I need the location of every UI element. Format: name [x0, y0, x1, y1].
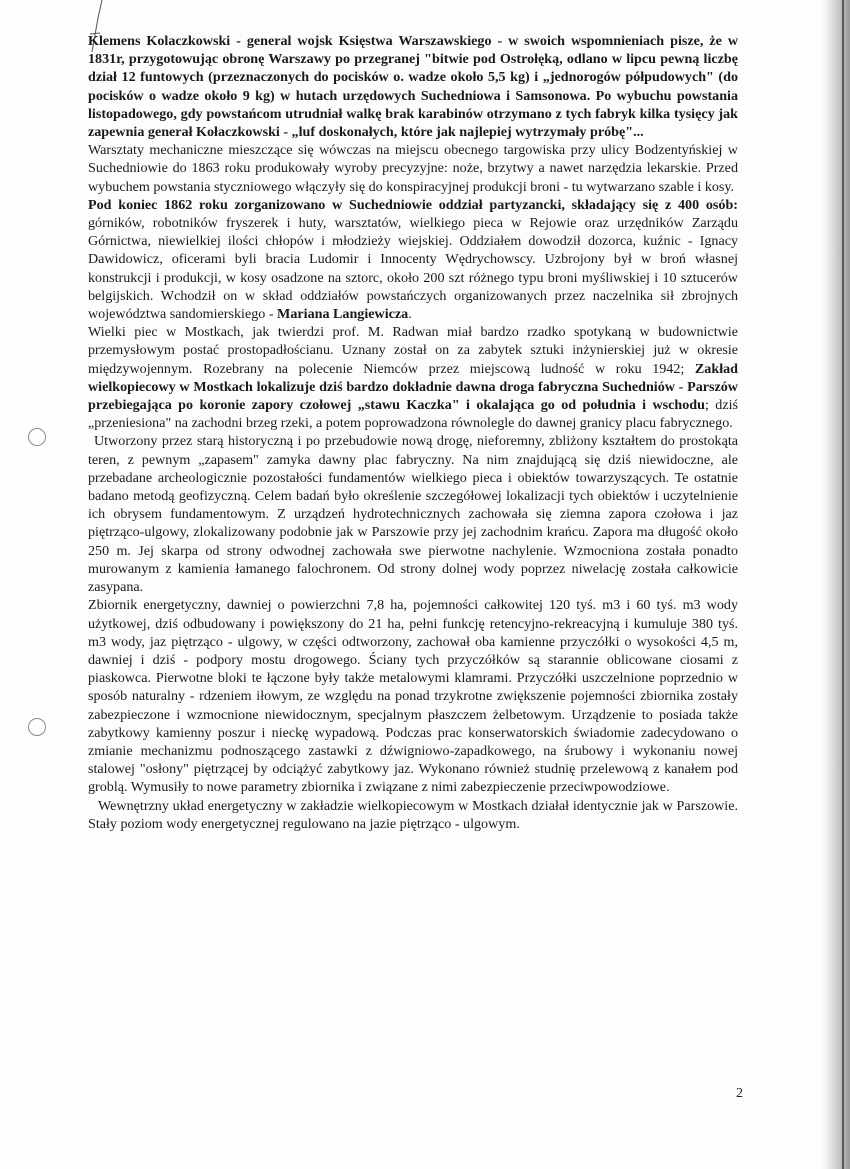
- bold-text: Klemens Kolaczkowski - general wojsk Księstwa Warszawskiego - w swoich wspomnieniach pisze, że w 1831r, przygotowując obronę Warszawy po przegranej "bitwie pod Ostrołęką, odlano w lipcu pewną liczbę dział 12 funtowych (przeznaczonych do pocisków o. wadze około 5,5 kg) i „jednorogów półpudowych" (do pocisków o wadze około 9 kg) w hutach urzędowych Suchedniowa i Samsonowa. Po wybuchu powstania listopadowego, gdy powstańcom utrudniał walkę brak karabinów otrzymano z tych fabryk kilka tysięcy jak zapewnia generał Kołaczkowski - „luf doskonałych, które jak najlepiej wytrzymały próbę"...: [88, 33, 738, 141]
- paragraph-p5: [88, 432, 738, 596]
- page-number: 2: [736, 1086, 743, 1101]
- body-text: Zbiornik energetyczny, dawniej o powierzchni 7,8 ha, pojemności całkowitej 120 tyś. m3 i 60 tyś. m3 wody użytkowej, dziś odbudowany i powiększony do 21 ha, pełni funkcję retencyjno-rekreacyjną i kumuluje 380 tyś. m3 wody, jaz piętrząco - ulgowy, w części odtworzony, zachował oba kamienne przyczółki o wysokości 4,5 m, dawniej i dziś - podpory mostu drogowego. Ściany tych przyczółków są starannie oblicowane ciosami z piaskowca. Pierwotne bloki te łączone były także metalowymi klamrami. Przyczółki uszczelnione poprzednio w sposób naturalny - rdzeniem iłowym, ze względu na ponad trzykrotne zwiększenie pojemności zbiornika zostały zabezpieczone i wzmocnione niewidocznym, specjalnym płaszczem żelbetowym. Urządzenie to posiada także zabytkowy kamienny poszur i nieckę wypadową. Podczas prac konserwatorskich świadomie zadecydowano o zmianie mechanizmu podnoszącego zastawki z dźwigniowo-zapadkowego, na śrubowy i wykonaniu nowej stalowej "osłony" piętrzącej by odciążyć zabytkowy jaz. Wykonano również studnię przelewową z kanałem pod groblą. Wymusiły to nowe parametry zbiornika i związane z nimi zabezpieczenie przeciwpowodziowe.: [88, 597, 738, 796]
- body-text: górników, robotników fryszerek i huty, warsztatów, wielkiego pieca w Rejowie oraz urzędników Zarządu Górnictwa, niewielkiej ilości chłopów i młodzieży wiejskiej. Oddziałem dowodził dozorca, kuźnic - Ignacy Dawidowicz, oficerami byli bracia Ludomir i Innocenty Wędrychowscy. Uzbrojony był w broń własnej konstrukcji i produkcji, w kosy osadzone na sztorc, około 200 szt różnego typu broni myśliwskiej i 10 sztucerów belgijskich. Wchodził on w skład oddziałów powstańczych organizowanych przez naczelnika sił zbrojnych województwa sandomierskiego -: [88, 215, 738, 323]
- body-text: Wielki piec w Mostkach, jak twierdzi prof. M. Radwan miał bardzo rzadko spotykaną w budownictwie przemysłowym postać prostopadłościanu. Uznany został on za zabytek sztuki inżynierskiej już w okresie międzywojennym. Rozebrany na polecenie Niemców przez miejscową ludność w roku 1942;: [88, 324, 738, 377]
- paragraph-p2: [88, 141, 738, 196]
- body-text: .: [408, 306, 412, 323]
- bold-text: Mariana Langiewicza: [277, 306, 409, 323]
- binder-hole-icon: [28, 428, 46, 446]
- body-text: ; dziś „przeniesiona" na zachodni brzeg rzeki, a potem poprowadzona równolegle do dawnej granicy placu fabrycznego.: [88, 397, 738, 432]
- body-text: Wewnętrzny układ energetyczny w zakładzie wielkopiecowym w Mostkach działał identycznie jak w Parszowie. Stały poziom wody energetycznej regulowano na jazie piętrząco - ulgowym.: [88, 797, 738, 832]
- paragraph-p3: [88, 196, 738, 323]
- body-text: Warsztaty mechaniczne mieszczące się wówczas na miejscu obecnego targowiska przy ulicy Bodzentyńskiej w Suchedniowie do 1863 roku produkowały wyroby precyzyjne: noże, brzytwy a nawet narzędzia lekarskie. Przed wybuchem powstania styczniowego włączyły się do konspiracyjnej produkcji broni - tu wytwarzano szable i kosy.: [88, 142, 738, 195]
- bold-text: Zakład wielkopiecowy w Mostkach lokalizuje dziś bardzo dokładnie dawna droga fabryczna Suchedniów - Parszów przebiegająca po koronie zapory czołowej „stawu Kaczka" i okalająca go od południa i wschodu: [88, 360, 738, 414]
- bold-text: Pod koniec 1862 roku zorganizowano w Suchedniowie oddział partyzancki, składający się z 400 osób:: [88, 196, 738, 213]
- binder-hole-icon: [28, 718, 46, 736]
- paragraph-p4: [88, 323, 738, 432]
- paragraph-p7: [88, 797, 738, 833]
- document-body: [88, 32, 738, 833]
- scan-edge: [822, 0, 850, 1169]
- paragraph-p1: [88, 32, 738, 141]
- paragraph-p6: [88, 596, 738, 796]
- body-text: Utworzony przez starą historyczną i po przebudowie nową drogę, nieforemny, zbliżony kształtem do prostokąta teren, z pewnym „zapasem" zamyka dawny plac fabryczny. Na nim znajdującą się dziś niewidoczne, ale przebadane archeologicznie pozostałości fundamentów wielkiego pieca i obiektów towarzyszących. Te ostatnie badano metodą geofizyczną. Celem badań było określenie szczegółowej lokalizacji tych obiektów i uczytelnienie ich obrysem fundamentowym. Z urządzeń hydrotechnicznych zachowała się ziemna zapora czołowa i jaz piętrząco-ulgowy, zlokalizowany podobnie jak w Parszowie przy jej zachodnim krańcu. Zapora ma długość około 250 m. Jej skarpa od strony odwodnej zachowała swe pierwotne nachylenie. Wzmocniona została ponadto murowanym z kamienia łamanego falochronem. Od strony dolnej wody poprzez niwelację została całkowicie zasypana.: [88, 433, 738, 596]
